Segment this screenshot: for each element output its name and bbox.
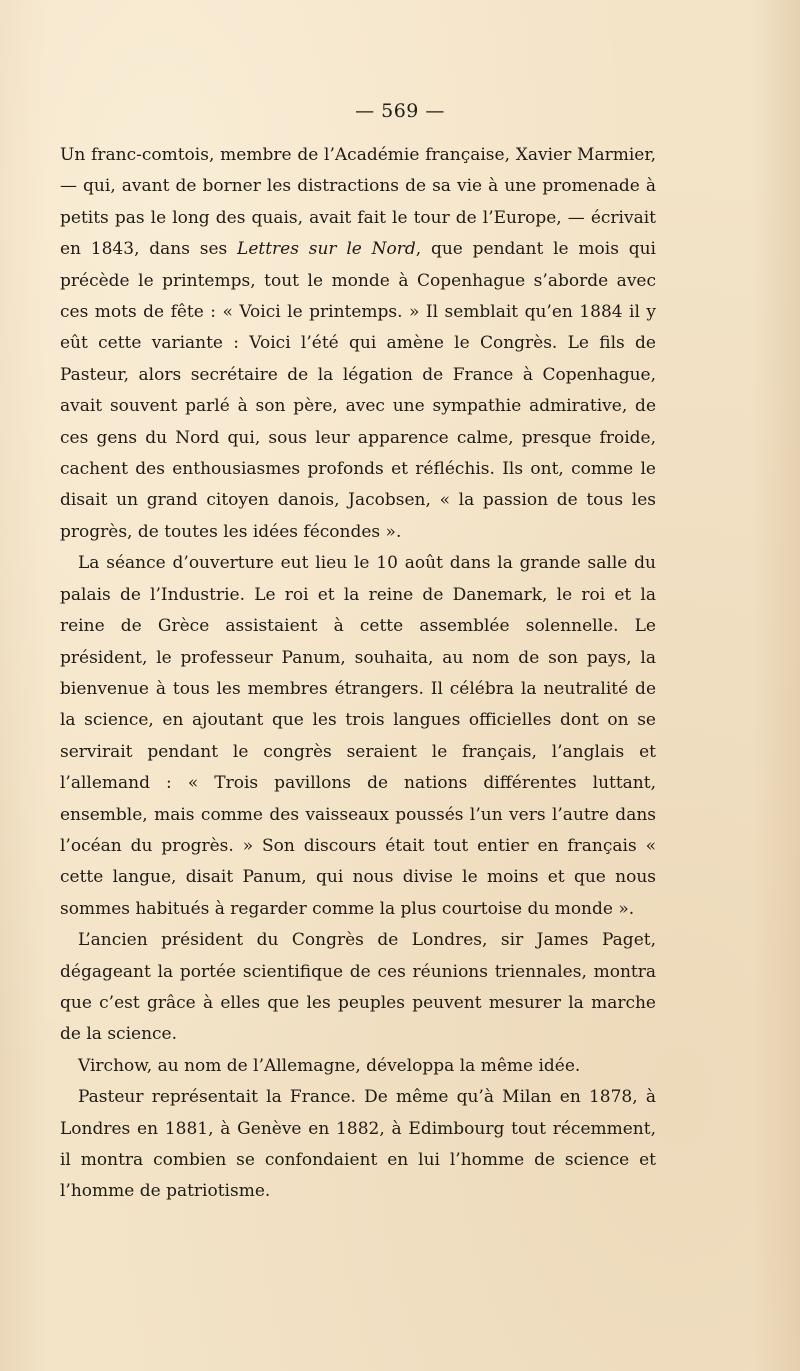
- paragraph-3: L’ancien président du Congrès de Londres, sir James Paget, dégageant la portée scientifique de ces réunions triennales, montra que c’est grâce à elles que les peuples peuvent mesurer la marche de la science.: [60, 930, 656, 1045]
- body-text: [60, 140, 656, 1208]
- page-number: — 569 —: [355, 100, 445, 122]
- paragraph-2: La séance d’ouverture eut lieu le 10 août dans la grande salle du palais de l’Industrie. Le roi et la reine de Danemark, le roi et la reine de Grèce assistaient à cette assemblée solennelle. Le président, le professeur Panum, souhaita, au nom de son pays, la bienvenue à tous les membres étrangers. Il célébra la neutralité de la science, en ajoutant que les trois langues officielles dont on se servirait pendant le congrès seraient le français, l’anglais et l’allemand : « Trois pavillons de nations différentes luttant, ensemble, mais comme des vaisseaux poussés l’un vers l’autre dans l’océan du progrès. » Son discours était tout entier en français « cette langue, disait Panum, qui nous divise le moins et que nous sommes habitués à regarder comme la plus courtoise du monde ».: [60, 553, 656, 919]
- paragraph-1: [60, 140, 656, 548]
- paragraph-1-text-b: , que pendant le mois qui précède le printemps, tout le monde à Copenhague s’aborde avec ces mots de fête : « Voici le printemps. » Il semblait qu’en 1884 il y eût cette variante : Voici l’été qui amène le Congrès. Le fils de Pasteur, alors secrétaire de la légation de France à Copenhague, avait souvent parlé à son père, avec une sympathie admirative, de ces gens du Nord qui, sous leur apparence calme, presque froide, cachent des enthousiasmes profonds et réfléchis. Ils ont, comme le disait un grand citoyen danois, Jacobsen, « la passion de tous les progrès, de toutes les idées fécondes ».: [60, 239, 656, 542]
- book-title-italic: Lettres sur le Nord: [237, 239, 416, 260]
- paragraph-5: Pasteur représentait la France. De même qu’à Milan en 1878, à Londres en 1881, à Genève en 1882, à Edimbourg tout récemment, il montra combien se confondaient en lui l’homme de science et l’homme de patriotisme.: [60, 1087, 656, 1202]
- paragraph-1-text-a: Un franc-comtois, membre de l’Académie française, Xavier Marmier, — qui, avant de borner les distractions de sa vie à une promenade à petits pas le long des quais, avait fait le tour de l’Europe, — écrivait en 1843, dans ses: [60, 145, 656, 260]
- paragraph-4: Virchow, au nom de l’Allemagne, développa la même idée.: [78, 1055, 581, 1076]
